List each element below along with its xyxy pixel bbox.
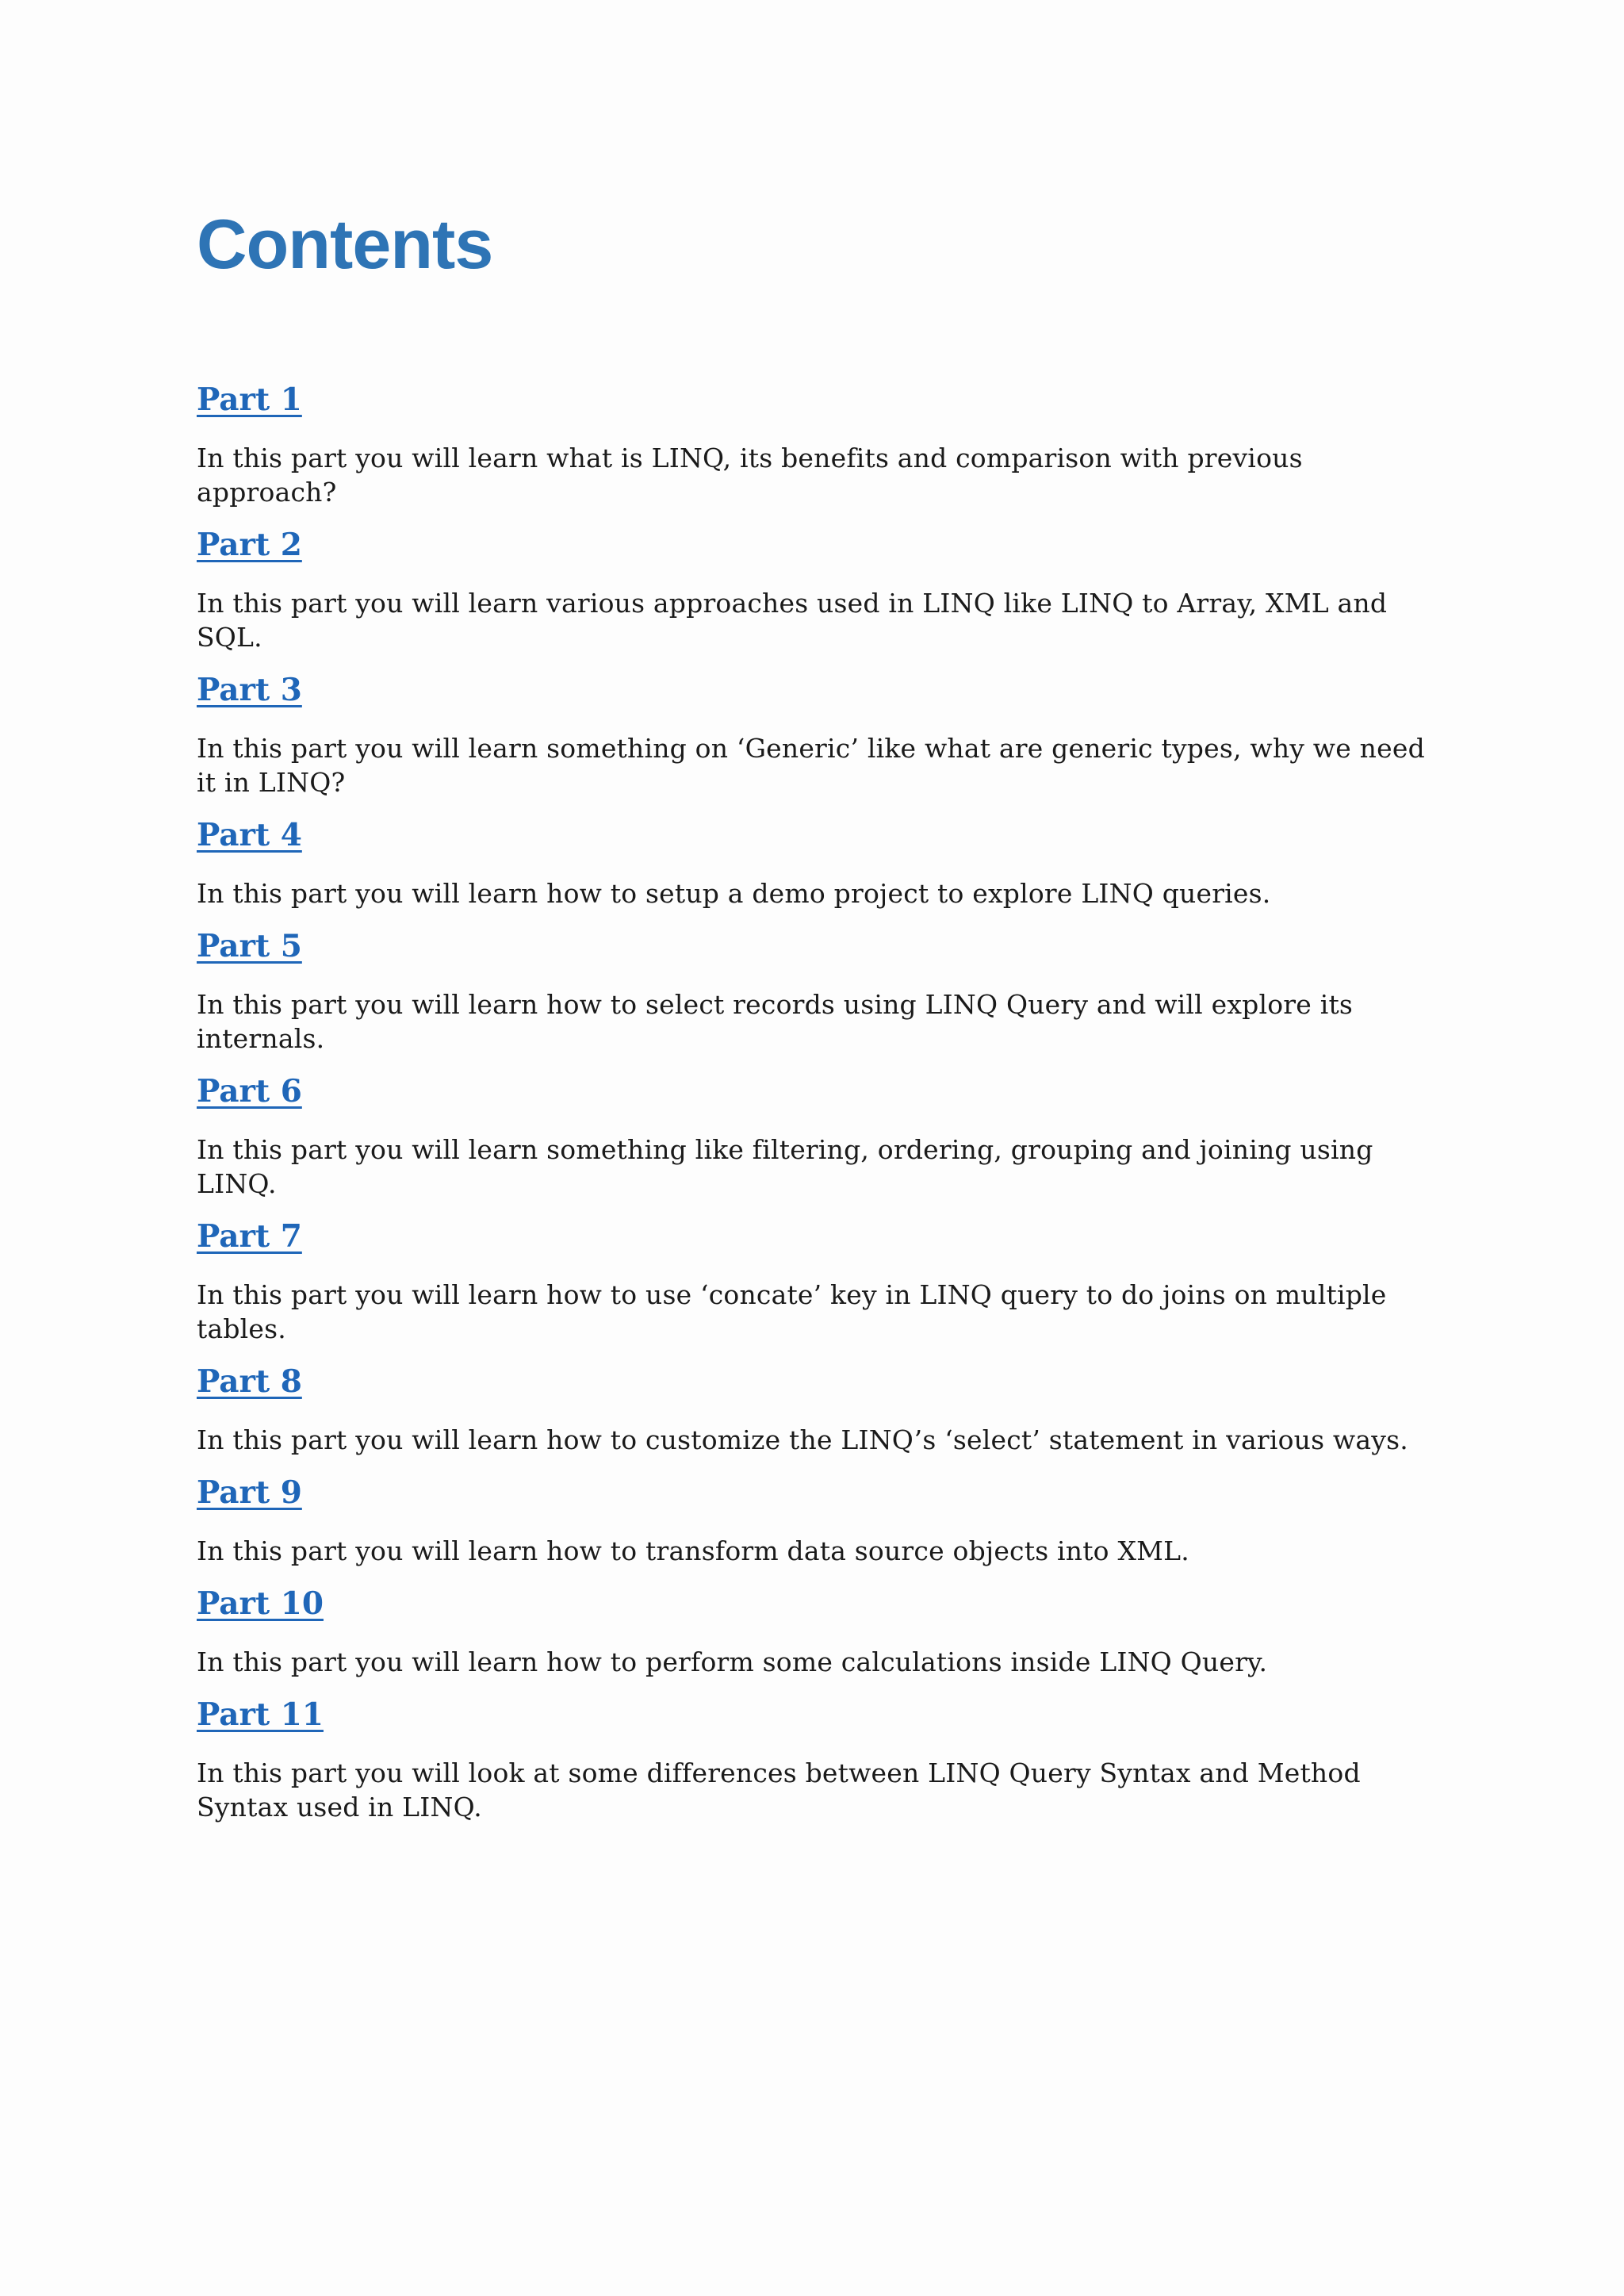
toc-entry-part-4: [197, 813, 1450, 910]
part-8-link[interactable]: Part 8: [197, 1363, 302, 1400]
page-title: Contents: [197, 205, 493, 283]
part-6-description: In this part you will learn something like filtering, ordering, grouping and joining using LINQ.: [197, 1134, 1373, 1199]
toc-entry-part-8: [197, 1359, 1450, 1457]
part-2-description: In this part you will learn various approaches used in LINQ like LINQ to Array, XML and SQL.: [197, 588, 1388, 653]
part-7-link[interactable]: Part 7: [197, 1218, 302, 1255]
part-7-description: In this part you will learn how to use ‘concate’ key in LINQ query to do joins on multiple tables.: [197, 1279, 1387, 1344]
toc-entry-part-6: [197, 1069, 1450, 1201]
part-9-link[interactable]: Part 9: [197, 1474, 302, 1511]
part-11-description: In this part you will look at some differences between LINQ Query Syntax and Method Syntax used in LINQ.: [197, 1757, 1361, 1823]
toc-entry-part-5: [197, 924, 1450, 1056]
toc-entry-part-7: [197, 1214, 1450, 1346]
part-6-link[interactable]: Part 6: [197, 1073, 302, 1110]
toc-entry-part-9: [197, 1470, 1450, 1568]
part-11-link[interactable]: Part 11: [197, 1696, 324, 1733]
part-10-link[interactable]: Part 10: [197, 1585, 324, 1622]
part-9-description: In this part you will learn how to transform data source objects into XML.: [197, 1535, 1189, 1566]
toc-entry-part-3: [197, 668, 1450, 799]
part-4-link[interactable]: Part 4: [197, 817, 302, 853]
contents-section: [197, 197, 1450, 1838]
part-8-description: In this part you will learn how to customize the LINQ’s ‘select’ statement in various ways.: [197, 1424, 1408, 1455]
part-3-link[interactable]: Part 3: [197, 672, 302, 708]
part-3-description: In this part you will learn something on ‘Generic’ like what are generic types, why we need it in LINQ?: [197, 733, 1425, 798]
table-of-contents: [197, 378, 1450, 1824]
part-1-description: In this part you will learn what is LINQ, its benefits and comparison with previous approach?: [197, 443, 1303, 508]
toc-entry-part-11: [197, 1692, 1450, 1824]
toc-entry-part-1: [197, 378, 1450, 509]
part-4-description: In this part you will learn how to setup a demo project to explore LINQ queries.: [197, 878, 1271, 909]
toc-entry-part-2: [197, 523, 1450, 654]
part-2-link[interactable]: Part 2: [197, 527, 302, 563]
part-5-description: In this part you will learn how to select records using LINQ Query and will explore its internals.: [197, 989, 1354, 1054]
part-10-description: In this part you will learn how to perform some calculations inside LINQ Query.: [197, 1646, 1268, 1677]
part-1-link[interactable]: Part 1: [197, 381, 302, 418]
part-5-link[interactable]: Part 5: [197, 928, 302, 964]
toc-entry-part-10: [197, 1581, 1450, 1679]
